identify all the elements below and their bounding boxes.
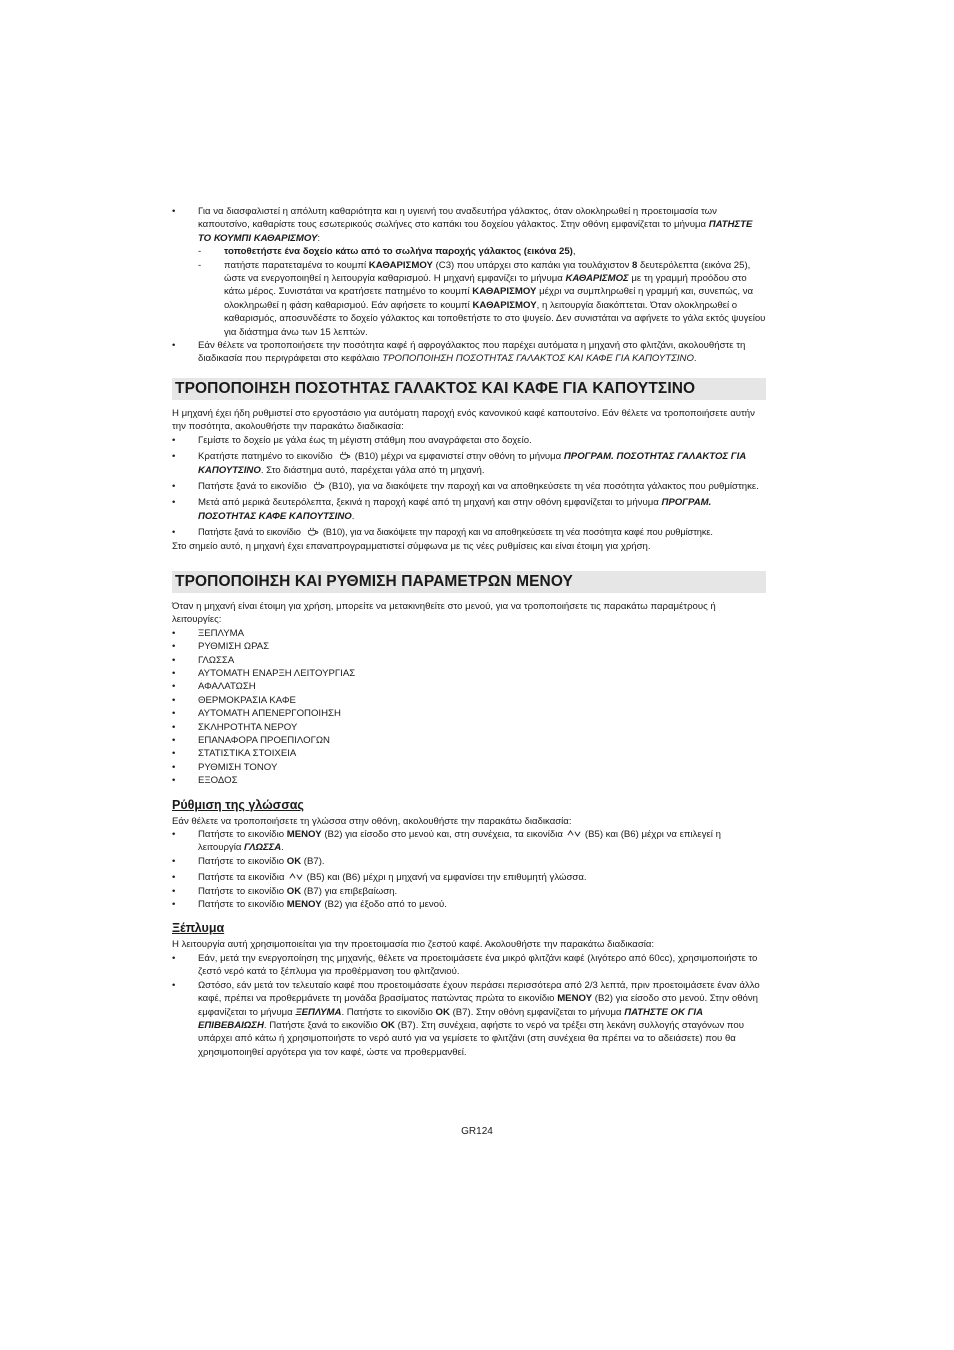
document-page [172,205,766,1059]
paragraph: Η μηχανή έχει ήδη ρυθμιστεί στο εργοστάσιο για αυτόματη παροχή ενός κανονικού καφέ καπουτσίνο. Εάν θέλετε να τροποποιήσετε αυτήν την ποσότητα, ακολουθήστε την παρακάτω διαδικασία: [172,407,755,433]
list-item: • Πατήστε το εικονίδιο OK (B7). [172,855,766,868]
paragraph: Στο σημείο αυτό, η μηχανή έχει επαναπρογραμματιστεί σύμφωνα με τις νέες ρυθμίσεις και είναι έτοιμη για χρήση. [172,540,651,552]
paragraph: Η λειτουργία αυτή χρησιμοποιείται για την προετοιμασία πιο ζεστού καφέ. Ακολουθήστε την παρακάτω διαδικασία: [172,939,655,951]
paragraph: Εάν θέλετε να τροποποιήσετε τη γλώσσα στην οθόνη, ακολουθήστε την παρακάτω διαδικασία: [172,815,572,827]
list-item: • ΡΥΘΜΙΣΗ ΤΟΝΟΥ [172,761,766,774]
list-item: • Ωστόσο, εάν μετά τον τελευταίο καφέ που προετοιμάσατε έχουν περάσει περισσότερα από 2/3 λεπτά, πριν προετοιμάσετε έναν άλλο καφέ, πρέπει να προθερμάνετε τη μονάδα βρασίματος πατώντας πρώτα το εικονίδιο ΜΕΝΟΥ (B2) για είσοδο στο μενού. Στην οθόνη εμφανίζεται το μήνυμα ΞΕΠΛΥΜΑ. Πατήστε το εικονίδιο OK (B7). Στην οθόνη εμφανίζεται το μήνυμα ΠΑΤΗΣΤΕ ΟΚ ΓΙΑ ΕΠΙΒΕΒΑΙΩΣΗ. Πατήστε ξανά το εικονίδιο OK (B7). Στη συνέχεια, αφήστε το νερό να τρέξει στη λεκάνη συλλογής σταγόνων που υπάρχει από κάτω ή χρησιμοποιήστε το νερό αυτό για να γεμίσετε το φλιτζάνι (στη συνέχεια θα πρέπει να το αδειάσετε) που θα χρησιμοποιηθεί αργότερα για τον καφέ, ώστε να προθερμανθεί. [172,979,766,1059]
cup-steam-icon [311,481,325,490]
up-down-arrows-icon [289,872,303,881]
up-down-arrows-icon [567,829,581,838]
list-item: • Πατήστε ξανά το εικονίδιο (B10), για να διακόψετε την παροχή και να αποθηκεύσετε τη νέα ποσότητα καφέ που ρυθμίστηκε. [172,526,766,539]
steps-list [172,952,766,1059]
list-item: - τοποθετήστε ένα δοχείο κάτω από το σωλήνα παροχής γάλακτος (εικόνα 25), [198,245,766,258]
list-item: • Γεμίστε το δοχείο με γάλα έως τη μέγιστη στάθμη που αναγράφεται στο δοχείο. [172,434,766,447]
list-item: • Πατήστε το εικονίδιο OK (B7) για επιβεβαίωση. [172,885,766,898]
list-item: • Πατήστε το εικονίδιο ΜΕΝΟΥ (B2) για είσοδο στο μενού και, στη συνέχεια, τα εικονίδια (B5) και (B6) μέχρι να επιλεγεί η λειτουργία ΓΛΩΣΣΑ. [172,828,766,855]
subsection-heading: Ρύθμιση της γλώσσας [172,797,304,812]
subsection-heading: Ξέπλυμα [172,921,225,936]
list-item: • ΑΥΤΟΜΑΤΗ ΕΝΑΡΞΗ ΛΕΙΤΟΥΡΓΙΑΣ [172,667,766,680]
list-item: • Εάν, μετά την ενεργοποίηση της μηχανής, θέλετε να προετοιμάσετε ένα μικρό φλιτζάνι καφέ (λιγότερο από 60cc), χρησιμοποιήστε το ζεστό νερό κατά το ξέπλυμα για προθέρμανση του φλιτζανιού. [172,952,766,979]
section-heading: ΤΡΟΠΟΠΟΙΗΣΗ ΠΟΣΟΤΗΤΑΣ ΓΑΛΑΚΤΟΣ ΚΑΙ ΚΑΦΕ ΓΙΑ ΚΑΠΟΥΤΣΙΝΟ [172,378,766,400]
steps-list [172,828,766,911]
list-item: • Κρατήστε πατημένο το εικονίδιο (B10) μέχρι να εμφανιστεί στην οθόνη το μήνυμα ΠΡΟΓΡΑΜ. ΠΟΣΟΤΗΤΑΣ ΓΑΛΑΚΤΟΣ ΓΙΑ ΚΑΠΟΥΤΣΙΝΟ. Στο διάστημα αυτό, παρέχεται γάλα από τη μηχανή. [172,450,766,477]
section-heading: ΤΡΟΠΟΠΟΙΗΣΗ ΚΑΙ ΡΥΘΜΙΣΗ ΠΑΡΑΜΕΤΡΩΝ ΜΕΝΟΥ [172,571,766,593]
list-item: • Πατήστε ξανά το εικονίδιο (B10), για να διακόψετε την παροχή και να αποθηκεύσετε τη νέα ποσότητα γάλακτος που ρυθμίστηκε. [172,480,766,493]
list-item: • Πατήστε το εικονίδιο ΜΕΝΟΥ (B2) για έξοδο από το μενού. [172,898,766,911]
list-item: • ΡΥΘΜΙΣΗ ΩΡΑΣ [172,640,766,653]
list-item: • ΕΞΟΔΟΣ [172,774,766,787]
menu-parameters-list [172,627,766,788]
intro-list [172,205,766,366]
list-item: • Εάν θέλετε να τροποποιήσετε την ποσότητα καφέ ή αφρογάλακτος που παρέχει αυτόματα η μηχανή στο φλιτζάνι, ακολουθήστε τη διαδικασία που περιγράφεται στο κεφάλαιο ΤΡΟΠΟΠΟΙΗΣΗ ΠΟΣΟΤΗΤΑΣ ΓΑΛΑΚΤΟΣ ΚΑΙ ΚΑΦΕ ΓΙΑ ΚΑΠΟΥΤΣΙΝΟ. [172,339,766,366]
list-item: • ΣΤΑΤΙΣΤΙΚΑ ΣΤΟΙΧΕΙΑ [172,747,766,760]
display-message: ΠΑΤΗΣΤΕ ΤΟ ΚΟΥΜΠΙ ΚΑΘΑΡΙΣΜΟΥ [198,219,753,244]
list-item: • Μετά από μερικά δευτερόλεπτα, ξεκινά η παροχή καφέ από τη μηχανή και στην οθόνη εμφανίζεται το μήνυμα ΠΡΟΓΡΑΜ. ΠΟΣΟΤΗΤΑΣ ΚΑΦΕ ΚΑΠΟΥΤΣΙΝΟ. [172,496,766,523]
steps-list [172,434,766,540]
paragraph: Όταν η μηχανή είναι έτοιμη για χρήση, μπορείτε να μετακινηθείτε στο μενού, για να τροποποιήσετε τις παρακάτω παραμέτρους ή λειτουργίες: [172,600,716,626]
list-item: • ΑΦΑΛΑΤΩΣΗ [172,680,766,693]
list-item: • ΣΚΛΗΡΟΤΗΤΑ ΝΕΡΟΥ [172,721,766,734]
list-item: • Πατήστε τα εικονίδια (B5) και (B6) μέχρι η μηχανή να εμφανίσει την επιθυμητή γλώσσα. [172,871,766,884]
page-number: GR124 [461,1126,493,1137]
list-item: - πατήστε παρατεταμένα το κουμπί ΚΑΘΑΡΙΣΜΟΥ (C3) που υπάρχει στο καπάκι για τουλάχιστον 8 δευτερόλεπτα (εικόνα 25), ώστε να ενεργοποιηθεί η λειτουργία καθαρισμού. Η μηχανή εμφανίζει το μήνυμα ΚΑΘΑΡΙΣΜΟΣ με τη γραμμή προόδου στο κάτω μέρος. Συνιστάται να κρατήσετε πατημένο το κουμπί ΚΑΘΑΡΙΣΜΟΥ μέχρι να συμπληρωθεί η γραμμή και, συνεπώς, να ολοκληρωθεί η φάση καθαρισμού. Εάν αφήσετε το κουμπί ΚΑΘΑΡΙΣΜΟΥ, η λειτουργία διακόπτεται. Όταν ολοκληρωθεί ο καθαρισμός, αποσυνδέστε το δοχείο γάλακτος και τοποθετήστε το στο ψυγείο. Δεν συνιστάται να αφήνετε το γάλα εκτός ψυγείου για διάστημα άνω των 15 λεπτών. [198,259,766,339]
sub-list [198,245,766,339]
cup-steam-icon [337,451,351,460]
list-item: • ΓΛΩΣΣΑ [172,654,766,667]
list-item: • ΑΥΤΟΜΑΤΗ ΑΠΕΝΕΡΓΟΠΟΙΗΣΗ [172,707,766,720]
cup-steam-icon [305,527,319,536]
list-item: • ΘΕΡΜΟΚΡΑΣΙΑ ΚΑΦΕ [172,694,766,707]
list-item: • ΞΕΠΛΥΜΑ [172,627,766,640]
list-item: • Για να διασφαλιστεί η απόλυτη καθαριότητα και η υγιεινή του αναδευτήρα γάλακτος, όταν ολοκληρωθεί η προετοιμασία των καπουτσίνο, καθαρίστε τους εσωτερικούς σωλήνες στο καπάκι του δοχείου γάλακτος. Στην οθόνη εμφανίζεται το μήνυμα ΠΑΤΗΣΤΕ ΤΟ ΚΟΥΜΠΙ ΚΑΘΑΡΙΣΜΟΥ: - τοποθετήστε ένα δοχείο κάτω από το σωλήνα παροχής γάλακτος (εικόνα 25), - πατήστε παρατεταμένα το κουμπί ΚΑΘΑΡΙΣΜΟΥ (C3) που υπάρχει στο καπάκι για τουλάχιστον 8 δευτερόλεπτα (εικόνα 25), ώστε να ενεργοποιηθεί η λειτουργία καθαρισμού. Η μηχανή εμφανίζει το μήνυμα ΚΑΘΑΡΙΣΜΟΣ με τη γραμμή προόδου στο κάτω μέρος. Συνιστάται να κρατήσετε πατημένο το κουμπί ΚΑΘΑΡΙΣΜΟΥ μέχρι να συμπληρωθεί η γραμμή και, συνεπώς, να ολοκληρωθεί η φάση καθαρισμού. Εάν αφήσετε το κουμπί ΚΑΘΑΡΙΣΜΟΥ, η λειτουργία διακόπτεται. Όταν ολοκληρωθεί ο καθαρισμός, αποσυνδέστε το δοχείο γάλακτος και τοποθετήστε το στο ψυγείο. Δεν συνιστάται να αφήνετε το γάλα εκτός ψυγείου για διάστημα άνω των 15 λεπτών. [172,205,766,339]
list-item: • ΕΠΑΝΑΦΟΡΑ ΠΡΟΕΠΙΛΟΓΩΝ [172,734,766,747]
